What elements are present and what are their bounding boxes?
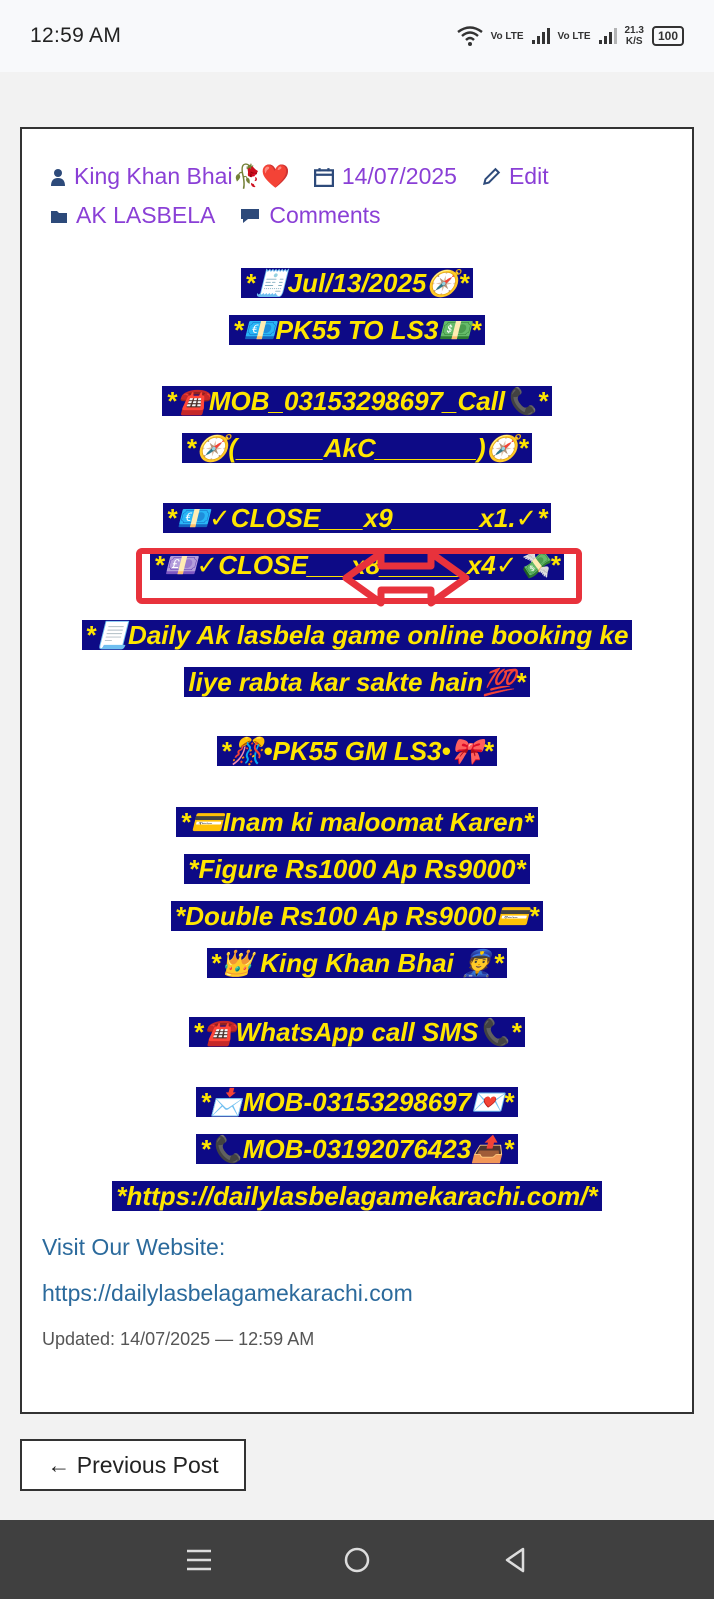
content-line-text: *💳Inam ki maloomat Karen*: [176, 807, 537, 837]
sim1-lte-label: Vo LTE: [490, 30, 524, 42]
double-arrow-icon: [336, 548, 476, 608]
content-line: [22, 1016, 692, 1049]
author-link[interactable]: [50, 163, 290, 190]
content-line-text: *Figure Rs1000 Ap Rs9000*: [184, 854, 529, 884]
content-line-text: *Double Rs100 Ap Rs9000💳*: [171, 901, 543, 931]
wifi-icon: [457, 26, 483, 46]
battery-icon: [652, 26, 684, 46]
user-icon: [50, 168, 66, 186]
content-line: [22, 806, 692, 839]
sim2-lte-label: Vo LTE: [557, 30, 591, 42]
comment-icon: [239, 207, 261, 225]
website-link-line[interactable]: [22, 1180, 692, 1213]
visit-website-label: Visit Our Website:: [42, 1234, 226, 1260]
content-line: [22, 314, 692, 347]
circle-home-icon: [342, 1545, 372, 1575]
content-line-text: *☎️WhatsApp call SMS📞*: [189, 1017, 525, 1047]
post-date[interactable]: [314, 163, 457, 190]
back-triangle-icon: [501, 1545, 529, 1575]
content-line: [22, 502, 692, 535]
content-line-text: *📞MOB-03192076423📤*: [196, 1134, 517, 1164]
article-card: [20, 127, 694, 1414]
content-line-text: *🎊•PK55 GM LS3•🎀*: [217, 736, 497, 766]
content-line: [22, 666, 692, 699]
content-line-text: liye rabta kar sakte hain💯*: [184, 667, 529, 697]
website-url-link[interactable]: https://dailylasbelagamekarachi.com: [42, 1280, 413, 1306]
content-line-text: *📩MOB-03153298697💌*: [196, 1087, 517, 1117]
pencil-icon: [481, 167, 501, 187]
edit-label: Edit: [508, 163, 549, 189]
content-line-text: *💷✓CLOSE___x8______x4✓💸*: [150, 550, 564, 580]
previous-post-button[interactable]: ← Previous Post: [20, 1439, 246, 1491]
status-bar: [0, 0, 714, 72]
status-time: 12:59 AM: [30, 24, 122, 47]
battery-level: 100: [657, 29, 678, 43]
updated-timestamp: Updated: 14/07/2025 — 12:59 AM: [42, 1329, 315, 1349]
content-line-text: *https://dailylasbelagamekarachi.com/*: [112, 1181, 601, 1211]
content-line: [22, 267, 692, 300]
content-line-text: *🧾Jul/13/2025🧭*: [241, 268, 473, 298]
content-line: [22, 619, 692, 652]
comments-link[interactable]: [239, 202, 380, 229]
content-line-text: *☎️MOB_03153298697_Call📞*: [162, 386, 551, 416]
folder-icon: [50, 208, 68, 224]
home-button[interactable]: [337, 1540, 377, 1580]
content-line-text: *📃Daily Ak lasbela game online booking ke: [82, 620, 633, 650]
signal-icon-2: [599, 28, 617, 44]
comments-label: Comments: [269, 202, 381, 228]
category-name: AK LASBELA: [76, 202, 216, 228]
content-line: [22, 432, 692, 465]
content-line-text: *🧭(______AkC_______)🧭*: [182, 433, 532, 463]
post-meta-row-1: [50, 163, 563, 190]
recent-apps-button[interactable]: [179, 1540, 219, 1580]
back-button[interactable]: [495, 1540, 535, 1580]
post-meta-row-2: [50, 202, 395, 229]
category-link[interactable]: [50, 202, 215, 229]
post-date-text: 14/07/2025: [341, 163, 457, 189]
content-line-text: *👑 King Khan Bhai 👮*: [207, 948, 508, 978]
author-name: King Khan Bhai🥀❤️: [74, 163, 290, 189]
signal-icon-1: [532, 28, 550, 44]
content-line-text: *💶✓CLOSE___x9______x1.✓*: [163, 503, 552, 533]
content-line: [22, 385, 692, 418]
speed-unit: K/S: [625, 36, 643, 47]
network-speed: [625, 25, 644, 47]
content-line-text: *💶PK55 TO LS3💵*: [229, 315, 485, 345]
content-line: [22, 947, 692, 980]
system-nav-bar: [0, 1520, 714, 1599]
speed-value: 21.3: [624, 25, 644, 36]
status-icons: [457, 25, 684, 47]
calendar-icon: [314, 167, 334, 187]
content-line: [22, 1086, 692, 1119]
content-line: [22, 900, 692, 933]
content-line: [22, 735, 692, 768]
content-line: [22, 853, 692, 886]
edit-link[interactable]: [481, 163, 549, 190]
menu-icon: [185, 1547, 213, 1573]
content-line: [22, 1133, 692, 1166]
